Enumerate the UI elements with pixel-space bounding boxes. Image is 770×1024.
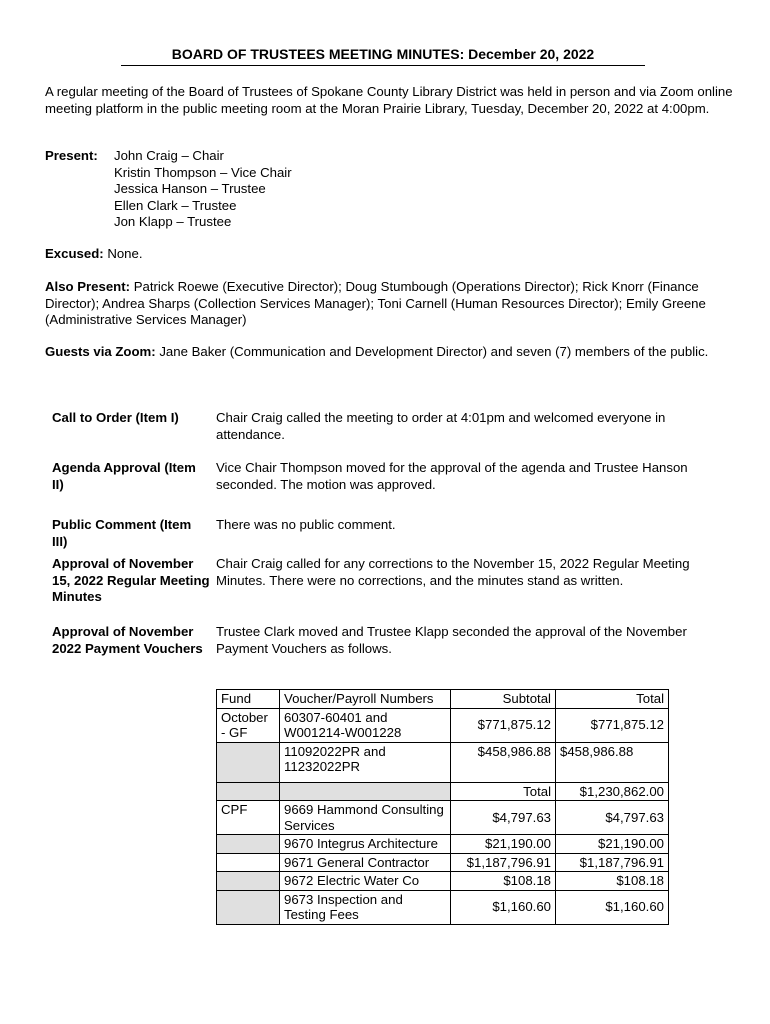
present-member: John Craig – Chair <box>114 148 224 163</box>
fund-cell <box>217 782 280 801</box>
column-header: Voucher/Payroll Numbers <box>280 690 451 709</box>
agenda-item-text: There was no public comment. <box>216 517 396 532</box>
table-header-row <box>217 690 669 709</box>
present-member: Jessica Hanson – Trustee <box>114 181 266 196</box>
intro-paragraph: A regular meeting of the Board of Trustees of Spokane County Library District was held in person and via Zoom online meeting platform in the public meeting room at the Moran Prairie Library, Tuesday, December 20, 2022 at 4:00pm. <box>45 84 733 116</box>
voucher-table <box>216 689 669 925</box>
total-cell: $4,797.63 <box>556 801 669 835</box>
excused-text: None. <box>107 246 143 261</box>
total-cell: $771,875.12 <box>556 708 669 742</box>
total-cell: $1,187,796.91 <box>556 853 669 872</box>
guests-text: Jane Baker (Communication and Development Director) and seven (7) members of the public. <box>159 344 709 359</box>
present-list <box>114 148 292 231</box>
agenda-item-text: Vice Chair Thompson moved for the approval of the agenda and Trustee Hanson seconded. The motion was approved. <box>216 460 688 492</box>
subtotal-cell: $21,190.00 <box>451 835 556 854</box>
voucher-cell: 9672 Electric Water Co <box>280 872 451 891</box>
total-cell: $1,160.60 <box>556 890 669 924</box>
present-label: Present: <box>45 148 98 163</box>
voucher-cell: 9669 Hammond Consulting Services <box>280 801 451 835</box>
table-row <box>217 853 669 872</box>
also-present-text: Patrick Roewe (Executive Director); Doug Stumbough (Operations Director); Rick Knorr (Finance Director); Andrea Sharps (Collection Services Manager); Toni Carnell (Human Resources Director); Emily Greene (Administrative Services Manager) <box>45 279 706 327</box>
column-header: Fund <box>217 690 280 709</box>
table-row <box>217 782 669 801</box>
subtotal-cell: $1,187,796.91 <box>451 853 556 872</box>
voucher-cell: 9671 General Contractor <box>280 853 451 872</box>
agenda-item-text: Trustee Clark moved and Trustee Klapp seconded the approval of the November Payment Vouchers as follows. <box>216 624 687 656</box>
also-present-paragraph <box>45 279 735 329</box>
fund-cell <box>217 742 280 782</box>
fund-cell <box>217 872 280 891</box>
subtotal-cell: $4,797.63 <box>451 801 556 835</box>
guests-paragraph <box>45 344 735 361</box>
table-row <box>217 742 669 782</box>
voucher-cell: 11092022PR and 11232022PR <box>280 742 451 782</box>
agenda-item-label: Approval of November 2022 Payment Vouchers <box>52 624 203 656</box>
table-row <box>217 890 669 924</box>
present-member: Ellen Clark – Trustee <box>114 197 237 213</box>
table-row <box>217 872 669 891</box>
agenda-item-label: Call to Order (Item I) <box>52 410 179 425</box>
fund-cell <box>217 853 280 872</box>
agenda-item-label: Public Comment (Item III) <box>52 517 192 549</box>
subtotal-cell: Total <box>451 782 556 801</box>
present-member: Jon Klapp – Trustee <box>114 214 232 229</box>
guests-label: Guests via Zoom: <box>45 344 156 359</box>
subtotal-cell: $108.18 <box>451 872 556 891</box>
agenda-item-label: Agenda Approval (Item II) <box>52 460 196 492</box>
agenda-item-text: Chair Craig called for any corrections to the November 15, 2022 Regular Meeting Minutes. There were no corrections, and the minutes stand as written. <box>216 556 690 588</box>
column-header: Total <box>556 690 669 709</box>
table-row <box>217 801 669 835</box>
fund-cell: October - GF <box>217 708 280 742</box>
voucher-cell <box>280 782 451 801</box>
voucher-cell: 9673 Inspection and Testing Fees <box>280 890 451 924</box>
total-cell: $458,986.88 <box>556 742 669 782</box>
excused-label: Excused: <box>45 246 104 261</box>
voucher-cell: 60307-60401 and W001214-W001228 <box>280 708 451 742</box>
column-header: Subtotal <box>451 690 556 709</box>
subtotal-cell: $771,875.12 <box>451 708 556 742</box>
table-row <box>217 708 669 742</box>
fund-cell <box>217 835 280 854</box>
total-cell: $108.18 <box>556 872 669 891</box>
agenda-item-text: Chair Craig called the meeting to order at 4:01pm and welcomed everyone in attendance. <box>216 410 666 442</box>
fund-cell <box>217 890 280 924</box>
subtotal-cell: $458,986.88 <box>451 742 556 782</box>
total-cell: $21,190.00 <box>556 835 669 854</box>
voucher-cell: 9670 Integrus Architecture <box>280 835 451 854</box>
present-member: Kristin Thompson – Vice Chair <box>114 164 292 180</box>
subtotal-cell: $1,160.60 <box>451 890 556 924</box>
agenda-item-label: Approval of November 15, 2022 Regular Meeting Minutes <box>52 556 210 604</box>
total-cell: $1,230,862.00 <box>556 782 669 801</box>
table-row <box>217 835 669 854</box>
fund-cell: CPF <box>217 801 280 835</box>
also-present-label: Also Present: <box>45 279 131 294</box>
page-title: BOARD OF TRUSTEES MEETING MINUTES: December 20, 2022 <box>121 46 645 66</box>
excused-line <box>45 246 735 263</box>
